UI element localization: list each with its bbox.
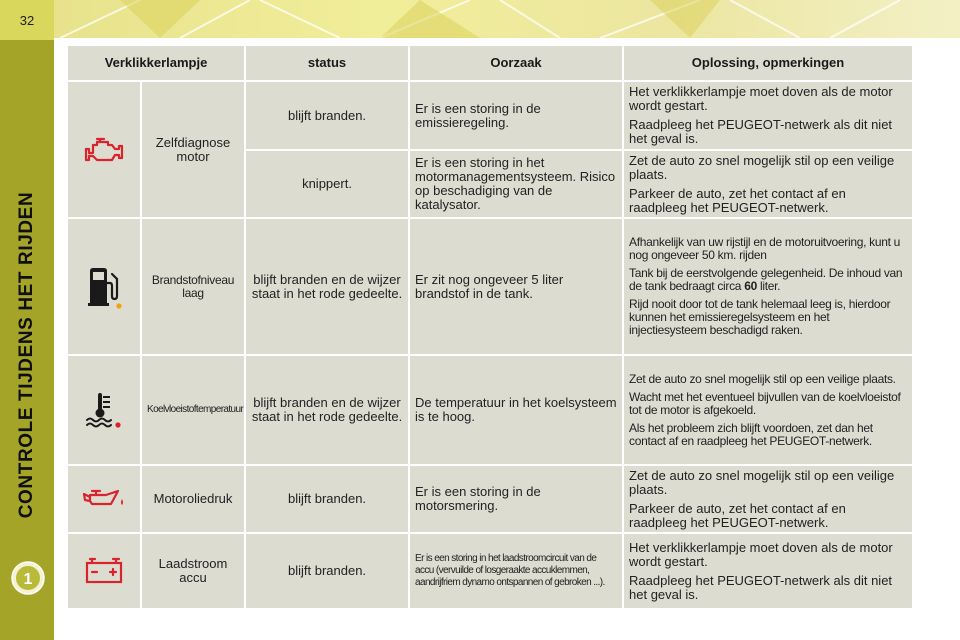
solution-text-part: liter.: [756, 279, 781, 293]
engine-name-cell: Zelfdiagnose motor: [142, 82, 246, 219]
table-row: [68, 82, 914, 151]
coolant-indicator-dot: [115, 422, 120, 427]
solution-text: Het verklikkerlampje moet doven als de motor wordt gestart.: [629, 539, 893, 569]
solution-text: Wacht met het eventueel bijvullen van de koelvloeistof tot de motor is afgekoeld.: [629, 389, 901, 417]
engine-icon-cell: [68, 82, 142, 219]
fuel-indicator-dot: [116, 303, 121, 308]
coolant-name-cell: Koelvloeistoftemperatuur: [142, 356, 246, 466]
battery-icon: [84, 557, 124, 585]
header-pattern: [0, 0, 960, 38]
header-solution: Oplossing, opmerkingen: [624, 46, 914, 82]
battery-icon-cell: [68, 534, 142, 610]
solution-text: [629, 267, 907, 293]
solution-text: Zet de auto zo snel mogelijk stil op een veilige plaats.: [629, 152, 895, 182]
solution-text: Als het probleem zich blijft voordoen, zet dan het contact af en raadpleeg het PEUGEOT-netwerk.: [629, 420, 873, 448]
solution-text: Parkeer de auto, zet het contact af en raadpleeg het PEUGEOT-netwerk.: [629, 500, 846, 530]
page-number: 32: [0, 0, 54, 40]
fuel-icon-cell: [68, 219, 142, 356]
solution-text: Raadpleeg het PEUGEOT-netwerk als dit niet het geval is.: [629, 572, 893, 602]
status-cell: blijft branden en de wijzer staat in het rode gedeelte.: [246, 219, 410, 356]
header-warning-light: Verklikkerlampje: [68, 46, 246, 82]
solution-cell: [624, 356, 914, 466]
oil-icon-cell: [68, 466, 142, 534]
warning-lights-table: [68, 46, 914, 610]
oil-can-icon: [82, 487, 126, 511]
table-row: [68, 219, 914, 356]
solution-cell: [624, 466, 914, 534]
solution-cell: [624, 82, 914, 151]
chapter-sidebar: [0, 0, 54, 640]
cause-cell: Er is een storing in de emissieregeling.: [410, 82, 624, 151]
engine-check-icon: [84, 135, 124, 165]
fuel-name-cell: Brandstofniveau laag: [142, 219, 246, 356]
header-status: status: [246, 46, 410, 82]
status-cell: blijft branden.: [246, 466, 410, 534]
status-cell: blijft branden.: [246, 82, 410, 151]
cause-cell: Er is een storing in het motormanagementsysteem. Risico op beschadiging van de katalysator.: [410, 151, 624, 219]
status-cell: blijft branden.: [246, 534, 410, 610]
status-cell: blijft branden en de wijzer staat in het rode gedeelte.: [246, 356, 410, 466]
solution-text-part: Tank bij de eerstvolgende gelegenheid. De inhoud van de tank bedraagt circa: [629, 266, 903, 293]
solution-cell: [624, 151, 914, 219]
solution-text: Parkeer de auto, zet het contact af en raadpleeg het PEUGEOT-netwerk.: [629, 185, 846, 215]
solution-text: Zet de auto zo snel mogelijk stil op een veilige plaats.: [629, 371, 896, 386]
battery-name-cell: Laadstroom accu: [142, 534, 246, 610]
oil-name-cell: Motoroliedruk: [142, 466, 246, 534]
fuel-pump-icon: [84, 265, 124, 309]
status-cell: knippert.: [246, 151, 410, 219]
header-decoration-band: [0, 0, 960, 38]
table-row: [68, 466, 914, 534]
cause-cell: Er is een storing in de motorsmering.: [410, 466, 624, 534]
solution-text: Rijd nooit door tot de tank helemaal leeg is, hierdoor kunnen het emissieregelsysteem en het injectiesysteem beschadigd raken.: [629, 297, 891, 337]
table-row: [68, 534, 914, 610]
chapter-badge-number: 1: [23, 571, 33, 588]
solution-cell: [624, 219, 914, 356]
solution-cell: [624, 534, 914, 610]
coolant-temperature-icon: [84, 390, 124, 430]
cause-cell: De temperatuur in het koelsysteem is te hoog.: [410, 356, 624, 466]
chapter-badge-icon: [11, 561, 45, 595]
fuel-capacity-value: 60: [744, 279, 757, 293]
cause-cell: Er zit nog ongeveer 5 liter brandstof in de tank.: [410, 219, 624, 356]
table-row: [68, 356, 914, 466]
header-cause: Oorzaak: [410, 46, 624, 82]
warning-lights-table-wrapper: [68, 46, 914, 610]
table-header-row: [68, 46, 914, 82]
chapter-title: CONTROLE TIJDENS HET RIJDEN: [16, 191, 37, 519]
cause-cell: Er is een storing in het laadstroomcircuit van de accu (vervuilde of losgeraakte accuklemmen, aandrijfriem dynamo ontspannen of gebroken ...).: [410, 534, 624, 610]
solution-text: Raadpleeg het PEUGEOT-netwerk als dit niet het geval is.: [629, 117, 893, 146]
solution-text: Afhankelijk van uw rijstijl en de motoruitvoering, kunt u nog ongeveer 50 km. rijden: [629, 235, 901, 262]
solution-text: Het verklikkerlampje moet doven als de motor wordt gestart.: [629, 84, 893, 113]
solution-text: Zet de auto zo snel mogelijk stil op een veilige plaats.: [629, 467, 895, 497]
coolant-icon-cell: [68, 356, 142, 466]
